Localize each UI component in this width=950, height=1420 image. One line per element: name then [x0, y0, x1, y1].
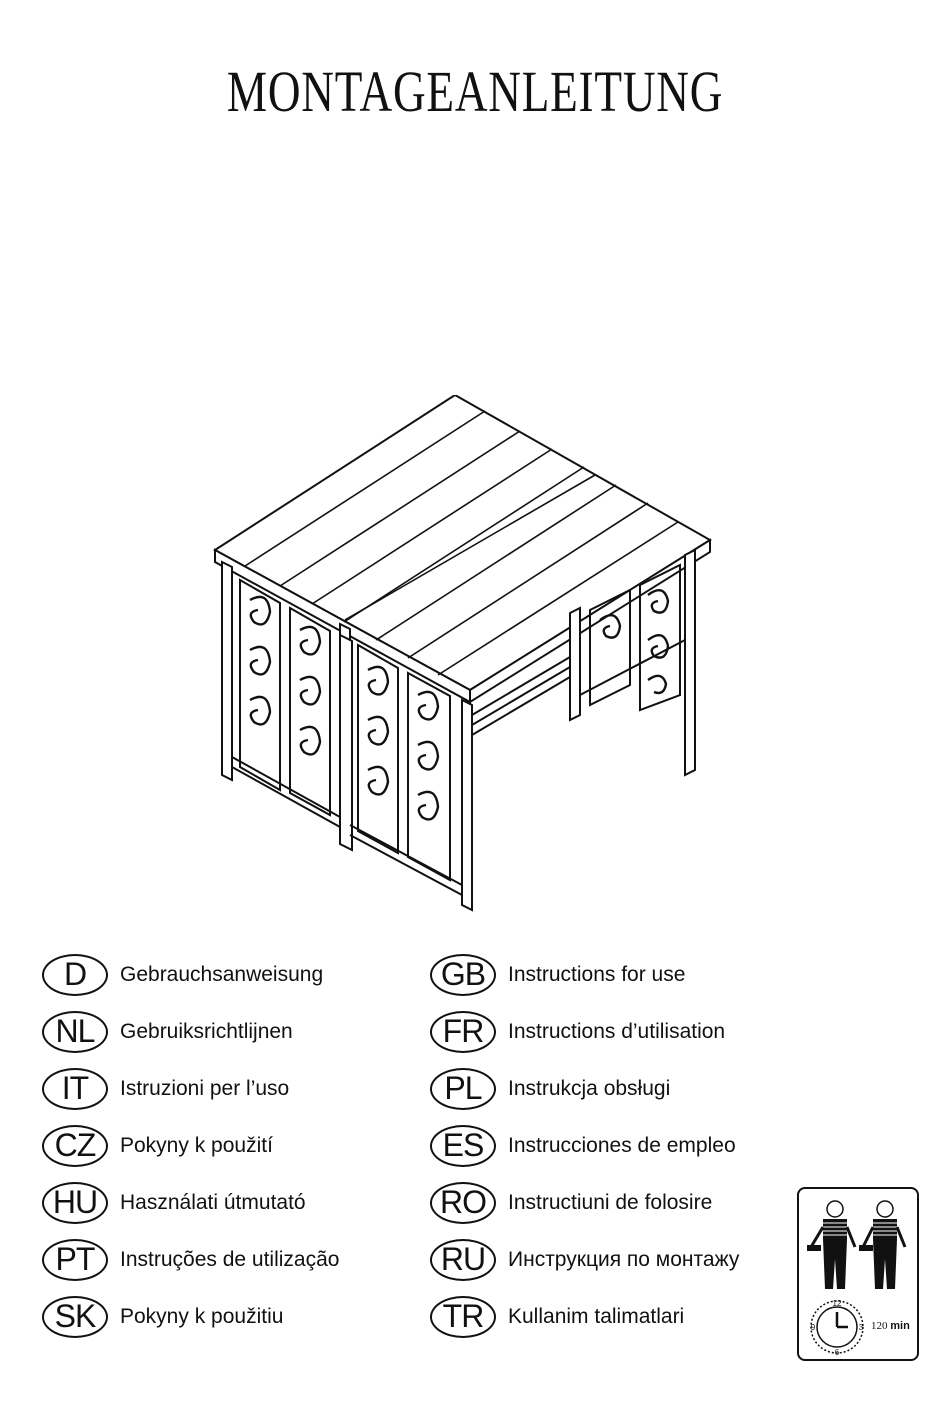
language-list-left	[42, 946, 422, 1345]
page-title: MONTAGEANLEITUNG	[226, 59, 724, 124]
language-item	[430, 1117, 810, 1174]
assembly-time-unit: min	[890, 1320, 910, 1332]
language-label: Instructions for use	[508, 962, 686, 986]
language-code-badge: GB	[430, 954, 496, 996]
language-label: Pokyny k použití	[120, 1133, 273, 1157]
clock-number: 3	[858, 1323, 864, 1332]
language-item	[430, 1003, 810, 1060]
language-code-badge: PL	[430, 1068, 496, 1110]
language-code-badge: IT	[42, 1068, 108, 1110]
language-label: Pokyny k použitiu	[120, 1304, 284, 1328]
language-item	[42, 1288, 422, 1345]
language-code-badge: RU	[430, 1239, 496, 1281]
language-item	[42, 946, 422, 1003]
language-code-badge: CZ	[42, 1125, 108, 1167]
assembly-time-label	[871, 1320, 910, 1332]
language-label: Kullanim talimatlari	[508, 1304, 685, 1328]
language-code-badge: NL	[42, 1011, 108, 1053]
clock-number: 12	[832, 1299, 842, 1308]
language-item	[42, 1174, 422, 1231]
language-code-badge: FR	[430, 1011, 496, 1053]
language-label: Gebrauchsanweisung	[120, 962, 324, 986]
language-code-badge: HU	[42, 1182, 108, 1224]
language-item	[430, 1174, 810, 1231]
clock-number: 6	[834, 1348, 840, 1357]
language-item	[42, 1060, 422, 1117]
language-item	[430, 1060, 810, 1117]
language-item	[42, 1231, 422, 1288]
language-item	[430, 1288, 810, 1345]
assembly-info-box	[797, 1187, 919, 1361]
language-label: Instructions d’utilisation	[508, 1019, 726, 1043]
language-code-badge: SK	[42, 1296, 108, 1338]
language-code-badge: PT	[42, 1239, 108, 1281]
language-code-badge: D	[42, 954, 108, 996]
language-item	[430, 1231, 810, 1288]
clock-number: 9	[810, 1323, 816, 1332]
language-code-badge: RO	[430, 1182, 496, 1224]
language-label: Instruções de utilização	[120, 1247, 340, 1271]
language-label: Instrukcja obsługi	[508, 1076, 671, 1100]
clock-icon	[807, 1297, 867, 1357]
language-code-badge: TR	[430, 1296, 496, 1338]
language-list-right	[430, 946, 810, 1345]
language-label: Gebruiksrichtlijnen	[120, 1019, 293, 1043]
language-label: Instructiuni de folosire	[508, 1190, 713, 1214]
assembly-time-value: 120	[871, 1320, 888, 1332]
language-label: Használati útmutató	[120, 1190, 306, 1214]
language-code-badge: ES	[430, 1125, 496, 1167]
language-label: Istruzioni per l’uso	[120, 1076, 290, 1100]
language-label: Инструкция по монтажу	[508, 1247, 740, 1271]
language-label: Instrucciones de empleo	[508, 1133, 736, 1157]
language-item	[42, 1117, 422, 1174]
language-item	[42, 1003, 422, 1060]
table-illustration	[200, 395, 730, 915]
language-item	[430, 946, 810, 1003]
